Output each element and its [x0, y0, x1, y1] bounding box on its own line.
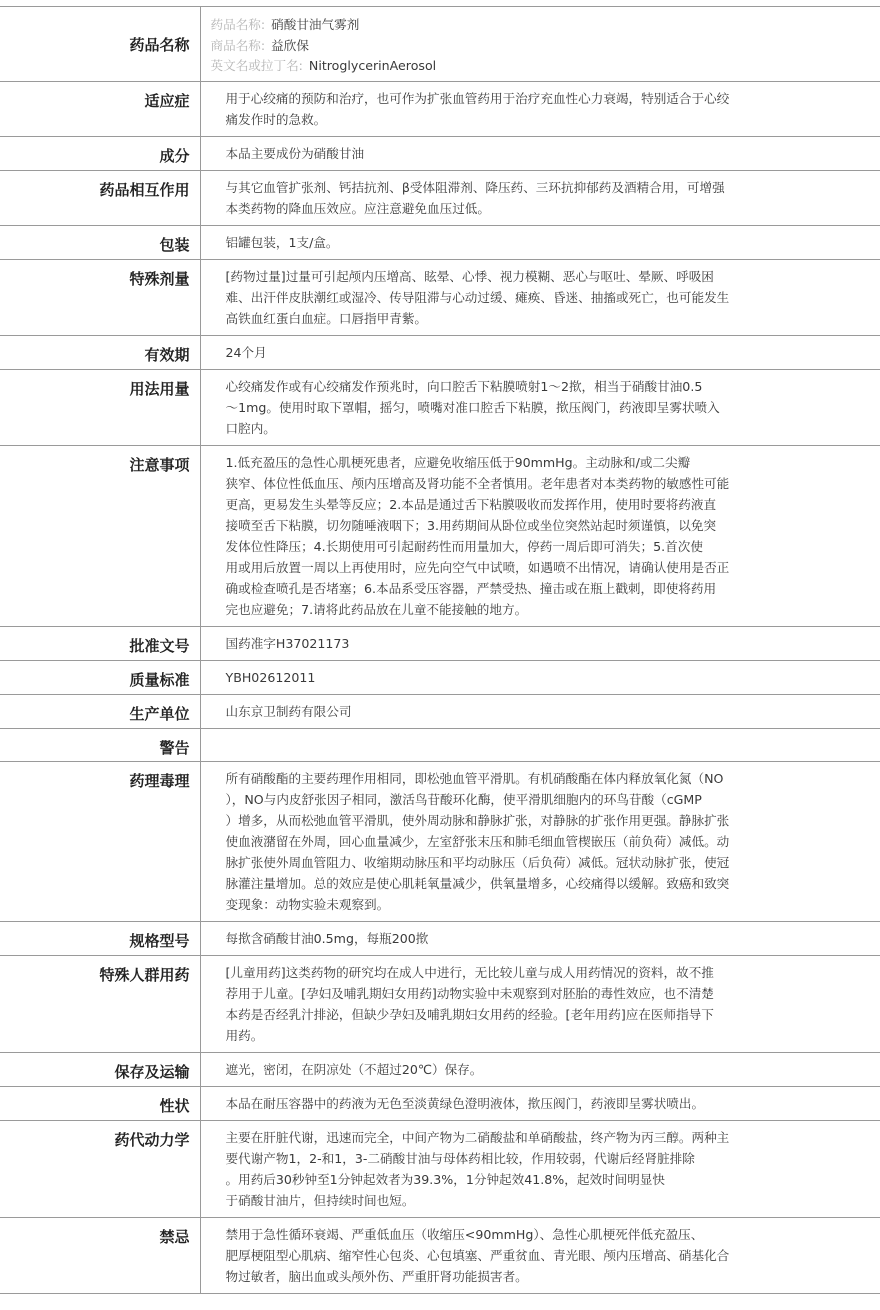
row-text-line: 完也应避免；7.请将此药品放在儿童不能接触的地方。	[225, 601, 528, 617]
row-appearance	[0, 1086, 880, 1120]
row-value	[200, 728, 880, 761]
row-text-line: 1.低充盈压的急性心肌梗死患者，应避免收缩压低于90mmHg。主动脉和/或二尖瓣	[225, 454, 691, 470]
row-usage	[0, 369, 880, 445]
row-label: 警告	[0, 728, 200, 761]
row-text-line: YBH02612011	[225, 669, 316, 685]
generic-name-label: 药品名称:	[210, 17, 266, 32]
row-text-line: 本品在耐压容器中的药液为无色至淡黄绿色澄明液体，揿压阀门，药液即呈雾状喷出。	[225, 1095, 705, 1111]
row-label: 药代动力学	[0, 1120, 200, 1217]
generic-name-value: 硝酸甘油气雾剂	[271, 17, 360, 32]
row-manufacturer	[0, 694, 880, 728]
row-value	[200, 761, 880, 921]
row-text-line: 本药是否经乳汁排泌，但缺少孕妇及哺乳期妇女用药的经验。[老年用药]应在医师指导下	[225, 1006, 714, 1022]
row-text-line: 铝罐包装，1支/盒。	[225, 234, 339, 250]
row-text-line: 山东京卫制药有限公司	[225, 703, 352, 719]
row-label: 规格型号	[0, 921, 200, 955]
row-interactions	[0, 170, 880, 225]
row-text-line: 主要在肝脏代谢，迅速而完全，中间产物为二硝酸盐和单硝酸盐，终产物为丙三醇。两种主	[225, 1129, 730, 1145]
row-text-line: 心绞痛发作或有心绞痛发作预兆时，向口腔舌下粘膜喷射1～2揿，相当于硝酸甘油0.5	[225, 378, 703, 394]
row-value	[200, 136, 880, 170]
row-text-line: 口腔内。	[225, 420, 276, 436]
row-text-line: 荐用于儿童。[孕妇及哺乳期妇女用药]动物实验中未观察到对胚胎的毒性效应，也不清楚	[225, 985, 714, 1001]
row-approval	[0, 626, 880, 660]
row-drug-name	[0, 7, 880, 82]
row-value	[200, 445, 880, 626]
row-warning	[0, 728, 880, 761]
row-label: 质量标准	[0, 660, 200, 694]
row-label: 用法用量	[0, 369, 200, 445]
row-value	[200, 81, 880, 136]
row-label: 注意事项	[0, 445, 200, 626]
row-text-line: 所有硝酸酯的主要药理作用相同，即松弛血管平滑肌。有机硝酸酯在体内释放氧化氮（NO	[225, 770, 724, 786]
row-label: 禁忌	[0, 1217, 200, 1293]
row-text-line: 肥厚梗阻型心肌病、缩窄性心包炎、心包填塞、严重贫血、青光眼、颅内压增高、硝基化合	[225, 1247, 730, 1263]
row-label: 批准文号	[0, 626, 200, 660]
row-value	[200, 626, 880, 660]
row-storage	[0, 1052, 880, 1086]
english-name-line	[211, 56, 871, 77]
row-text-line: 高铁血红蛋白血症。口唇指甲青紫。	[225, 310, 427, 326]
row-text-line: 本品主要成份为硝酸甘油	[225, 145, 365, 161]
trade-name-label: 商品名称:	[210, 37, 266, 53]
row-text-line: 变现象：动物实验未观察到。	[225, 896, 390, 912]
row-text-line: 接喷至舌下粘膜，切勿随唾液咽下；3.用药期间从卧位或坐位突然站起时须谨慎，以免突	[225, 517, 717, 533]
row-spec	[0, 921, 880, 955]
row-label: 药理毒理	[0, 761, 200, 921]
row-label: 成分	[0, 136, 200, 170]
row-value	[200, 369, 880, 445]
row-indications	[0, 81, 880, 136]
row-text-line: 禁用于急性循环衰竭、严重低血压（收缩压<90mmHg）、急性心肌梗死伴低充盈压、	[225, 1226, 704, 1242]
row-text-line: 发体位性降压；4.长期使用可引起耐药性而用量加大，停药一周后即可消失；5.首次使	[225, 538, 703, 554]
row-text-line: 更高，更易发生头晕等反应；2.本品是通过舌下粘膜吸收而发挥作用，使用时要将药液直	[225, 496, 717, 512]
row-text-line: 要代谢产物1，2-和1，3-二硝酸甘油与母体药相比较，作用较弱，代谢后经肾脏排除	[225, 1150, 695, 1166]
row-text-line: ），NO与内皮舒张因子相同，激活鸟苷酸环化酶，使平滑肌细胞内的环鸟苷酸（cGMP	[225, 791, 702, 807]
row-label: 药品名称	[0, 7, 200, 82]
row-ingredients	[0, 136, 880, 170]
row-text-line: [药物过量]过量可引起颅内压增高、眩晕、心悸、视力模糊、恶心与呕吐、晕厥、呼吸困	[225, 268, 714, 284]
row-value	[200, 1120, 880, 1217]
row-text-line: 难、出汗伴皮肤潮红或湿冷、传导阻滞与心动过缓、瘫痪、昏迷、抽搐或死亡，也可能发生	[225, 289, 730, 305]
row-text-line: 每揿含硝酸甘油0.5mg，每瓶200揿	[225, 930, 429, 946]
row-text-line: 使血液潴留在外周，回心血量减少，左室舒张末压和肺毛细血管楔嵌压（前负荷）减低。动	[225, 833, 730, 849]
row-standard	[0, 660, 880, 694]
row-pharmacokinetics	[0, 1120, 880, 1217]
row-text-line: 脉灌注量增加。总的效应是使心肌耗氧量减少，供氧量增多，心绞痛得以缓解。致癌和致突	[225, 875, 730, 891]
row-text-line: ～1mg。使用时取下罩帽，摇匀，喷嘴对准口腔舌下粘膜，揿压阀门，药液即呈雾状喷入	[225, 399, 720, 415]
row-value	[200, 694, 880, 728]
row-text-line: 与其它血管扩张剂、钙拮抗剂、β受体阻滞剂、降压药、三环抗抑郁药及酒精合用，可增强	[225, 179, 725, 195]
row-expiry	[0, 335, 880, 369]
row-value	[200, 1086, 880, 1120]
row-label: 特殊剂量	[0, 259, 200, 335]
row-pharmacology	[0, 761, 880, 921]
row-label: 包装	[0, 225, 200, 259]
row-overdose	[0, 259, 880, 335]
row-text-line: 痛发作时的急救。	[225, 111, 327, 127]
row-value	[200, 921, 880, 955]
row-value	[200, 259, 880, 335]
row-text-line: 于硝酸甘油片，但持续时间也短。	[225, 1192, 415, 1208]
trade-name-line	[211, 36, 871, 57]
row-value	[200, 955, 880, 1052]
row-precautions	[0, 445, 880, 626]
drug-spec-table	[0, 6, 880, 1294]
row-value	[200, 335, 880, 369]
row-value	[200, 170, 880, 225]
row-text-line: 用于心绞痛的预防和治疗，也可作为扩张血管药用于治疗充血性心力衰竭，特别适合于心绞	[225, 90, 730, 106]
row-text-line: 本类药物的降血压效应。应注意避免血压过低。	[225, 200, 490, 216]
row-text-line: 用药。	[225, 1027, 264, 1043]
row-text-line: [儿童用药]这类药物的研究均在成人中进行，无比较儿童与成人用药情况的资料，故不推	[225, 964, 714, 980]
row-label: 有效期	[0, 335, 200, 369]
english-name-value: NitroglycerinAerosol	[308, 58, 437, 73]
row-text-line: 国药准字H37021173	[225, 635, 350, 651]
drug-names-cell	[200, 7, 880, 82]
row-contraindications	[0, 1217, 880, 1293]
row-text-line: 遮光，密闭，在阴凉处（不超过20℃）保存。	[225, 1061, 483, 1077]
row-label: 生产单位	[0, 694, 200, 728]
row-special-groups	[0, 955, 880, 1052]
row-label: 药品相互作用	[0, 170, 200, 225]
row-text-line: 物过敏者，脑出血或头颅外伤、严重肝肾功能损害者。	[225, 1268, 528, 1284]
row-package	[0, 225, 880, 259]
row-text-line: 。用药后30秒钟至1分钟起效者为39.3%，1分钟起效41.8%，起效时间明显快	[225, 1171, 666, 1187]
row-text-line: ）增多，从而松弛血管平滑肌，使外周动脉和静脉扩张，对静脉的扩张作用更强。静脉扩张	[225, 812, 730, 828]
row-label: 保存及运输	[0, 1052, 200, 1086]
generic-name-line	[211, 15, 871, 36]
row-label: 适应症	[0, 81, 200, 136]
row-value	[200, 1217, 880, 1293]
row-text-line: 脉扩张使外周血管阻力、收缩期动脉压和平均动脉压（后负荷）减低。冠状动脉扩张，使冠	[225, 854, 730, 870]
trade-name-value: 益欣保	[271, 37, 309, 53]
row-text-line: 确或检查喷孔是否堵塞；6.本品系受压容器，严禁受热、撞击或在瓶上戳刺，即使将药用	[225, 580, 717, 596]
row-text-line: 24个月	[225, 344, 267, 360]
row-text-line: 用或用后放置一周以上再使用时，应先向空气中试喷，如遇喷不出情况，请确认使用是否正	[225, 559, 730, 575]
english-name-label: 英文名或拉丁名:	[210, 58, 303, 73]
row-text-line: 狭窄、体位性低血压、颅内压增高及肾功能不全者慎用。老年患者对本类药物的敏感性可能	[225, 475, 730, 491]
row-value	[200, 225, 880, 259]
row-value	[200, 1052, 880, 1086]
row-value	[200, 660, 880, 694]
row-label: 特殊人群用药	[0, 955, 200, 1052]
row-label: 性状	[0, 1086, 200, 1120]
